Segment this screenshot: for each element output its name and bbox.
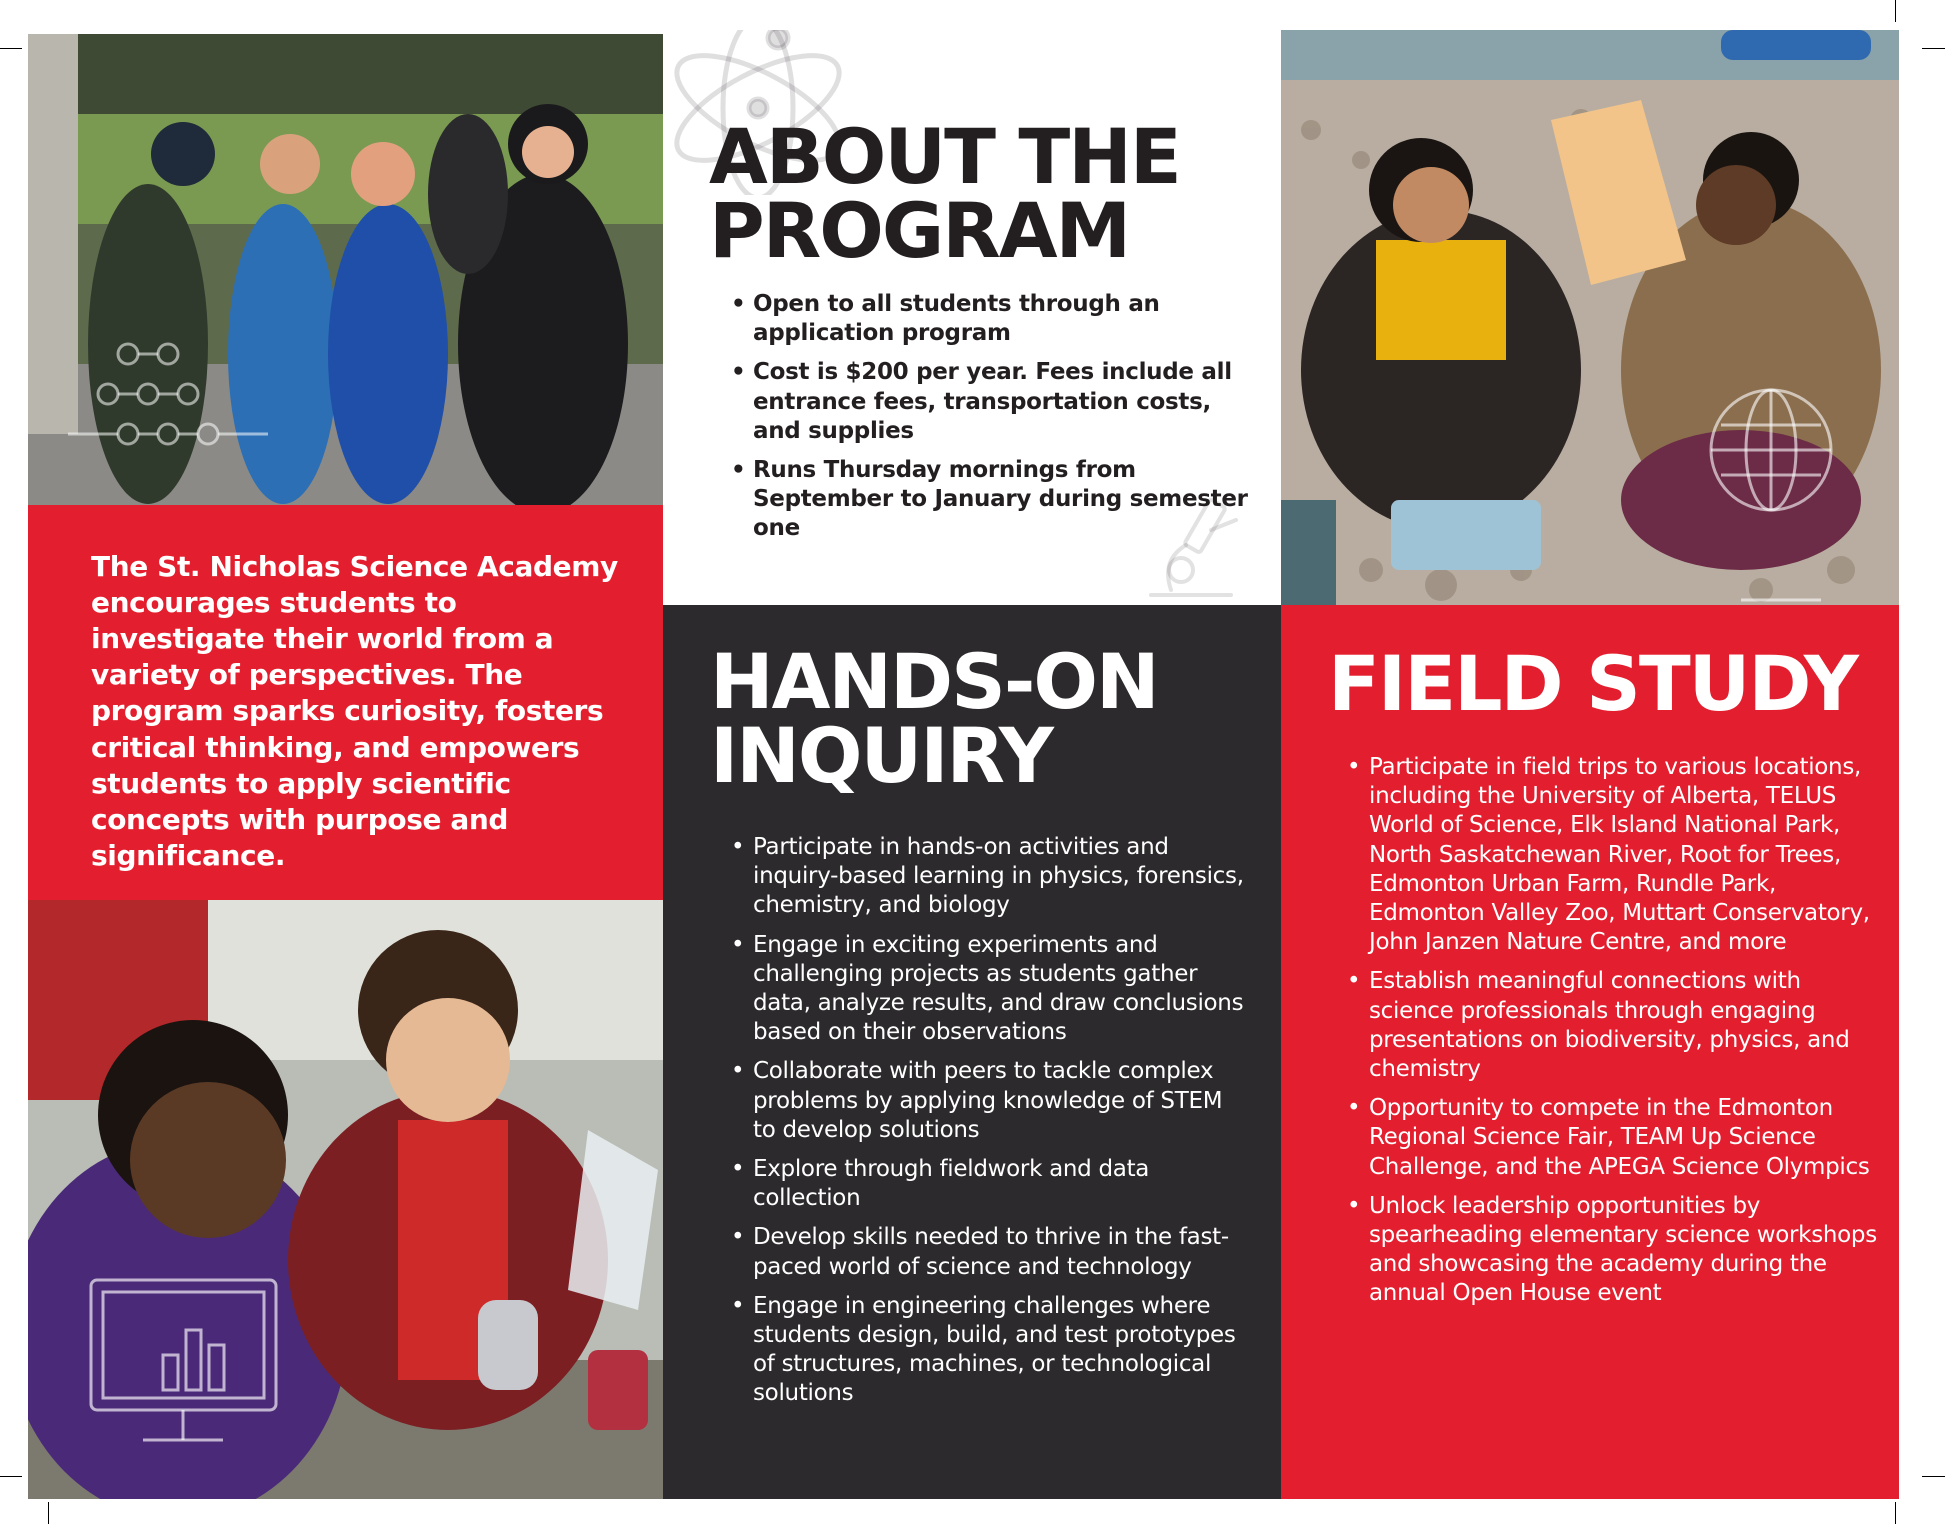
list-item: • Cost is $200 per year. Fees include all entrance fees, transportation costs, and supplies	[731, 358, 1251, 446]
list-item: • Establish meaningful connections with science professionals through engaging presentations on biodiversity, physics, and chemistry	[1347, 967, 1887, 1084]
field-study-section	[1281, 605, 1899, 1499]
field-study-list	[1347, 753, 1887, 1319]
hands-on-title	[710, 637, 1158, 801]
hands-title-line1: HANDS-ON	[710, 637, 1158, 726]
crop-mark	[48, 1502, 49, 1524]
lab-students-photo	[28, 900, 663, 1499]
field-study-title: FIELD STUDY	[1328, 639, 1857, 728]
hands-on-list	[731, 833, 1251, 1419]
list-item: • Runs Thursday mornings from September to January during semester one	[731, 456, 1251, 544]
list-item: • Opportunity to compete in the Edmonton Regional Science Fair, TEAM Up Science Challenge, and the APEGA Science Olympics	[1347, 1094, 1887, 1182]
crop-mark	[1895, 0, 1896, 22]
crop-mark	[1922, 1476, 1945, 1477]
list-item: • Participate in hands-on activities and inquiry-based learning in physics, forensics, chemistry, and biology	[731, 833, 1251, 921]
list-item: • Open to all students through an application program	[731, 290, 1251, 348]
about-title-line1: ABOUT THE	[709, 112, 1180, 201]
list-item: • Participate in field trips to various locations, including the University of Alberta, TELUS World of Science, Elk Island National Park, North Saskatchewan River, Root for Trees, Edmonton Urban Farm, Rundle Park, Edmonton Valley Zoo, Muttart Conservatory, John Janzen Nature Centre, and more	[1347, 753, 1887, 957]
hands-title-line2: INQUIRY	[710, 711, 1052, 801]
list-item: • Explore through fieldwork and data collection	[731, 1155, 1251, 1213]
intro-paragraph: The St. Nicholas Science Academy encourages students to investigate their world from a variety of perspectives. The program sparks curiosity, fosters critical thinking, and empowers students to apply scientific concepts with purpose and significance.	[91, 550, 618, 872]
about-program-title	[709, 112, 1180, 276]
list-item: • Develop skills needed to thrive in the fast-paced world of science and technology	[731, 1223, 1251, 1281]
about-program-section	[663, 30, 1281, 605]
crop-mark	[0, 48, 22, 49]
crop-mark	[1895, 1502, 1896, 1524]
list-item: • Engage in engineering challenges where students design, build, and test prototypes of structures, machines, or technological solutions	[731, 1292, 1251, 1409]
list-item: • Unlock leadership opportunities by spearheading elementary science workshops and showcasing the academy during the annual Open House event	[1347, 1192, 1887, 1309]
list-item: • Engage in exciting experiments and challenging projects as students gather data, analyze results, and draw conclusions based on their observations	[731, 931, 1251, 1048]
crop-mark	[0, 1476, 22, 1477]
about-title-line2: PROGRAM	[709, 186, 1130, 276]
field-study-photo	[1281, 30, 1899, 605]
intro-section	[28, 505, 663, 900]
crop-mark	[1922, 48, 1945, 49]
hands-on-inquiry-section	[663, 605, 1281, 1499]
microscope-icon	[1141, 490, 1251, 605]
list-item: • Collaborate with peers to tackle complex problems by applying knowledge of STEM to develop solutions	[731, 1057, 1251, 1145]
students-outdoor-photo	[28, 34, 663, 505]
